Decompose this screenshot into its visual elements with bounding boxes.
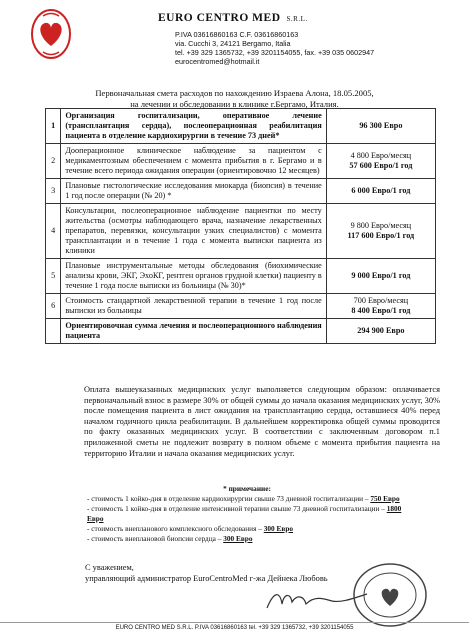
signatory: управляющий администратор EuroCentroMed г-жа Дейнека Любовь [85, 574, 328, 583]
remark-item: - стоимость 1 койко-дня в отделение кардиохирургии свыше 73 дневной госпитализации – 750 Евро [87, 494, 400, 503]
page-footer: EURO CENTRO MED S.R.L. P.IVA 03616860163 tel. +39 329 1365732, +39 3201154055 [0, 622, 469, 631]
contact-line: tel. +39 329 1365732, +39 3201154055, fax. +39 035 0602947 [175, 48, 375, 57]
table-row: 6 Стоимость стандартной лекарственной терапии в течение 1 год после выписки из больницы 700 Евро/месяц 8 400 Евро/1 год [46, 294, 436, 319]
contact-line: via. Cucchi 3, 24121 Bergamo, Italia [175, 39, 291, 48]
document-title: Первоначальная смета расходов по нахождению Израева Алона, 18.05.2005, на лечении и обследовании в клинике г.Бергамо, Италия. [95, 88, 374, 109]
remark-item: - стоимость внеплановой биопсии сердца – 300 Евро [87, 534, 253, 543]
heart-logo-icon [30, 8, 72, 60]
greeting: С уважением, [85, 563, 134, 572]
table-row-total: Ориентировочная сумма лечения и послеоперационного наблюдения пациента 294 900 Евро [46, 319, 436, 344]
remark-item: - стоимость внепланового комплексного обследования – 300 Евро [87, 524, 294, 533]
signature-block [85, 562, 328, 584]
remark-item: - стоимость 1 койко-дня в отделение интенсивной терапии свыше 73 дневной госпитализации – 1800 Евро [87, 504, 402, 523]
remarks [87, 484, 407, 544]
payment-terms: Оплата вышеуказанных медицинских услуг выполняется следующим образом: оплачивается первоначальный взнос в размере 30% от общей суммы до начала оказания медицинских услуг, 30% после помещения пациента в лист ожидания на трансплантацию сердца, оставшиеся 40% перед началом годичного цикла реабилитации. В дальнейшем корректировка общей суммы проводится по факту оказанных медицинских услуг. В соответствии с заключенным договором п.1 приложенной сметы не подлежит возврату в полном объеме с момента прибытия пациента на территорию Италии и начала оказания медицинских услуг. [84, 385, 440, 458]
table-row: 5 Плановые инструментальные методы обследования (биохимические анализы крови, ЭКГ, ЭхоКГ, рентген органов грудной клетки) пациенту в течение 1 года после выписки из больницы (№ 30)* 9 000 Евро/1 год [46, 259, 436, 294]
remarks-header: * примечание: [223, 484, 271, 493]
table-row: 1 Организация госпитализации, оперативное лечение (трансплантация сердца), послеоперационная реабилитация пациента в отделение кардиохирургии в течение 73 дней* 96 300 Евро [46, 109, 436, 144]
company-stamp [350, 560, 430, 630]
table-row: 3 Плановые гистологические исследования миокарда (биопсия) в течение 1 год после операции (№ 20) * 6 000 Евро/1 год [46, 179, 436, 204]
table-row: 4 Консультации, послеоперационное наблюдение пациентки по месту жительства (осмотры наблюдающего врача, назначение лекарственных препаратов, перевязки, консультации узких специалистов) с момента трансплантации и в течение 1 года с момента выписки пациента из клиники 9 800 Евро/месяц 117 600 Евро/1 год [46, 204, 436, 259]
company-name: EURO CENTRO MED S.R.L. [158, 12, 308, 24]
contact-line: eurocentromed@hotmail.it [175, 57, 260, 66]
contact-info [175, 30, 374, 66]
contact-line: P.IVA 03616860163 C.F. 03616860163 [175, 30, 299, 39]
table-row: 2 Дооперационное клиническое наблюдение за пациентом с медикаментозным обеспечением с момента прибытия в г. Бергамо и в течение всего периода ожидания операции (ориентировочно 12 месяцев) 4 800 Евро/месяц 57 600 Евро/1 год [46, 144, 436, 179]
cost-table [45, 108, 436, 344]
